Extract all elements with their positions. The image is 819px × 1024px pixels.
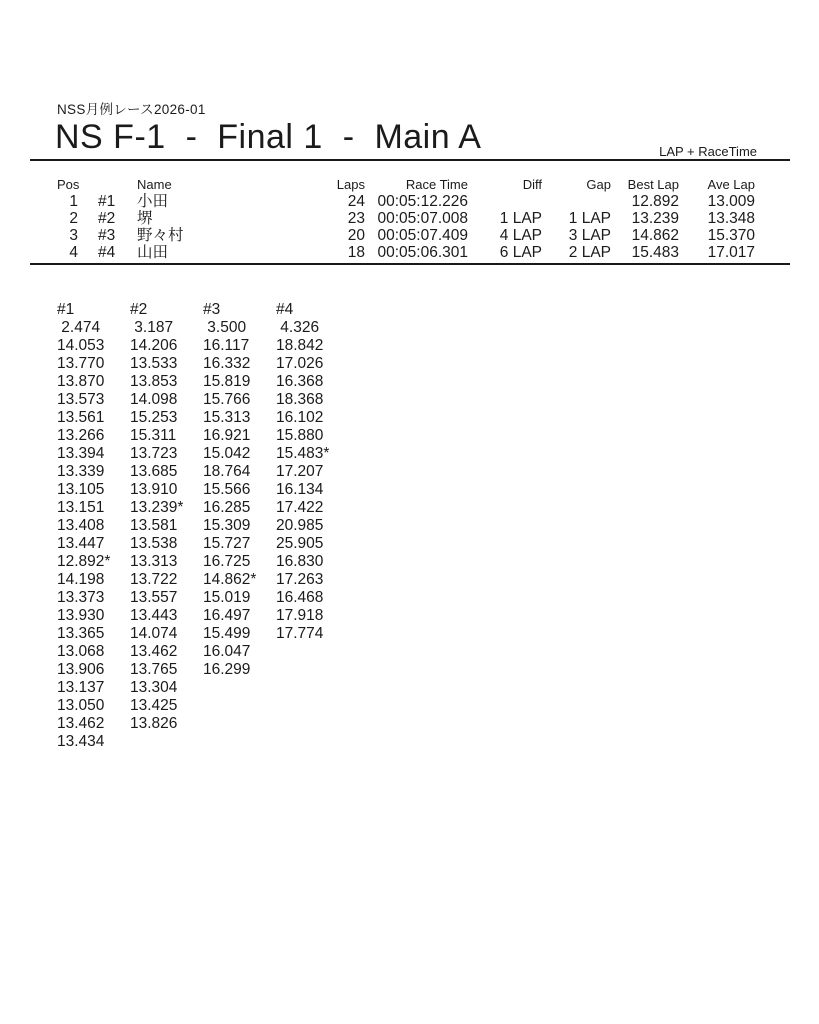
result-cell: 1 LAP — [568, 210, 611, 227]
results-column-header: Gap — [586, 177, 611, 192]
lap-time-cell: 13.443 — [130, 607, 178, 624]
lap-row — [57, 319, 349, 337]
result-cell: 15.483 — [631, 244, 679, 261]
result-cell: 18 — [347, 244, 365, 261]
lap-time-cell: 15.880 — [276, 427, 324, 444]
lap-time-cell: 17.422 — [276, 499, 324, 516]
result-cell: 14.862 — [631, 227, 679, 244]
lap-row — [57, 553, 349, 571]
timing-mode-label: LAP + RaceTime — [659, 144, 757, 159]
header-divider — [30, 159, 790, 161]
result-cell: #3 — [98, 227, 116, 244]
lap-time-cell: 16.299 — [203, 661, 251, 678]
lap-row — [57, 499, 349, 517]
lap-time-cell: 20.985 — [276, 517, 324, 534]
lap-time-cell: 13.266 — [57, 427, 105, 444]
results-column-header — [78, 176, 137, 193]
lap-time-cell: 13.313 — [130, 553, 178, 570]
lap-time-cell: 16.117 — [203, 337, 250, 354]
result-cell: 00:05:12.226 — [377, 193, 468, 210]
lap-row — [57, 517, 349, 535]
lap-time-cell — [276, 697, 349, 715]
lap-row — [57, 733, 349, 751]
result-cell: 00:05:06.301 — [377, 244, 468, 261]
lap-time-cell: 18.764 — [203, 463, 251, 480]
result-cell: 13.348 — [707, 210, 755, 227]
result-cell: 15.370 — [707, 227, 755, 244]
lap-column-header: #3 — [203, 301, 221, 318]
lap-time-cell: 14.198 — [57, 571, 105, 588]
lap-time-cell: 12.892* — [57, 553, 111, 570]
result-row — [30, 210, 755, 227]
lap-time-cell — [276, 715, 349, 733]
lap-time-cell: 13.853 — [130, 373, 178, 390]
lap-time-cell: 13.151 — [57, 499, 105, 516]
result-cell: 00:05:07.008 — [377, 210, 468, 227]
result-cell: 17.017 — [707, 244, 755, 261]
lap-time-cell: 15.309 — [203, 517, 251, 534]
results-column-header: Laps — [336, 177, 365, 192]
lap-time-cell: 16.830 — [276, 553, 324, 570]
lap-time-cell — [276, 643, 349, 661]
lap-time-cell: 13.906 — [57, 661, 105, 678]
lap-row — [57, 391, 349, 409]
lap-time-cell: 4.326 — [276, 319, 320, 336]
lap-time-cell: 16.368 — [276, 373, 324, 390]
results-table — [30, 176, 755, 261]
lap-time-cell: 13.930 — [57, 607, 105, 624]
lap-time-cell: 13.765 — [130, 661, 178, 678]
results-column-header: Best Lap — [627, 177, 679, 192]
result-row — [30, 193, 755, 210]
lap-time-cell: 13.557 — [130, 589, 178, 606]
lap-time-cell: 13.373 — [57, 589, 105, 606]
lap-time-cell: 13.462 — [57, 715, 105, 732]
lap-time-cell: 13.425 — [130, 697, 178, 714]
lap-time-cell: 16.921 — [203, 427, 251, 444]
result-row — [30, 244, 755, 261]
lap-time-cell: 14.074 — [130, 625, 178, 642]
result-cell: 13.239 — [631, 210, 679, 227]
lap-time-cell: 15.313 — [203, 409, 251, 426]
lap-time-cell: 13.870 — [57, 373, 105, 390]
lap-time-cell — [203, 733, 276, 751]
result-cell: 24 — [347, 193, 365, 210]
lap-times-table — [57, 301, 349, 751]
lap-time-cell: 13.538 — [130, 535, 178, 552]
lap-time-cell — [276, 679, 349, 697]
result-cell: #1 — [98, 193, 116, 210]
lap-time-cell: 13.573 — [57, 391, 105, 408]
lap-time-cell: 13.408 — [57, 517, 105, 534]
lap-time-cell: 13.447 — [57, 535, 105, 552]
lap-row — [57, 337, 349, 355]
lap-row — [57, 373, 349, 391]
lap-time-cell — [276, 661, 349, 679]
lap-time-cell: 15.819 — [203, 373, 251, 390]
result-cell — [542, 193, 611, 210]
lap-time-cell: 13.462 — [130, 643, 178, 660]
lap-time-cell: 13.239* — [130, 499, 184, 516]
result-cell: 6 LAP — [499, 244, 542, 261]
lap-time-cell: 13.533 — [130, 355, 178, 372]
lap-time-cell: 17.026 — [276, 355, 324, 372]
lap-time-cell: 13.910 — [130, 481, 178, 498]
race-title: NS F-1 - Final 1 - Main A — [55, 118, 482, 156]
lap-time-cell: 14.862* — [203, 571, 257, 588]
result-cell: 4 — [69, 244, 78, 261]
results-column-header: Race Time — [405, 177, 468, 192]
result-cell: 1 — [69, 193, 78, 210]
lap-row — [57, 481, 349, 499]
lap-time-cell: 15.483* — [276, 445, 330, 462]
lap-time-cell: 15.566 — [203, 481, 251, 498]
lap-row — [57, 535, 349, 553]
results-divider — [30, 263, 790, 265]
result-cell: 2 — [69, 210, 78, 227]
lap-row — [57, 661, 349, 679]
lap-time-cell: 16.134 — [276, 481, 324, 498]
result-cell: 1 LAP — [499, 210, 542, 227]
lap-time-cell: 15.019 — [203, 589, 251, 606]
results-column-header: Pos — [57, 177, 80, 192]
lap-row — [57, 697, 349, 715]
result-cell: 2 LAP — [568, 244, 611, 261]
results-header-row — [30, 176, 755, 193]
result-cell: 野々村 — [137, 227, 184, 244]
result-cell: #2 — [98, 210, 116, 227]
lap-time-cell: 15.253 — [130, 409, 178, 426]
lap-row — [57, 463, 349, 481]
lap-time-cell: 13.304 — [130, 679, 178, 696]
lap-time-cell: 18.368 — [276, 391, 324, 408]
event-title: NSS月例レース2026-01 — [57, 102, 206, 117]
lap-header-row — [57, 301, 349, 319]
lap-time-cell: 16.332 — [203, 355, 251, 372]
result-cell: 小田 — [137, 193, 169, 210]
lap-time-cell: 13.050 — [57, 697, 105, 714]
results-body — [30, 193, 755, 261]
results-column-header: Ave Lap — [707, 177, 755, 192]
result-cell: 13.009 — [707, 193, 755, 210]
result-cell — [468, 193, 542, 210]
lap-row — [57, 625, 349, 643]
lap-time-cell: 17.263 — [276, 571, 324, 588]
lap-time-cell: 16.047 — [203, 643, 251, 660]
lap-time-cell: 16.468 — [276, 589, 324, 606]
results-column-header: Diff — [522, 177, 542, 192]
lap-row — [57, 445, 349, 463]
result-cell: 山田 — [137, 244, 169, 261]
result-cell: 23 — [347, 210, 365, 227]
lap-row — [57, 679, 349, 697]
lap-time-cell: 13.770 — [57, 355, 105, 372]
lap-row — [57, 355, 349, 373]
result-cell: 3 — [69, 227, 78, 244]
lap-time-cell: 3.500 — [203, 319, 247, 336]
result-cell: #4 — [98, 244, 116, 261]
lap-time-cell: 13.339 — [57, 463, 105, 480]
lap-time-cell: 15.042 — [203, 445, 251, 462]
lap-time-cell: 13.561 — [57, 409, 105, 426]
result-cell: 堺 — [137, 210, 153, 227]
lap-time-cell: 16.102 — [276, 409, 324, 426]
lap-row — [57, 715, 349, 733]
lap-time-cell: 14.053 — [57, 337, 105, 354]
lap-time-cell: 14.098 — [130, 391, 178, 408]
results-column-header: Name — [137, 177, 172, 192]
lap-time-cell: 18.842 — [276, 337, 324, 354]
result-cell: 00:05:07.409 — [377, 227, 468, 244]
lap-time-cell: 13.722 — [130, 571, 178, 588]
lap-column-header: #1 — [57, 301, 75, 318]
lap-time-cell — [276, 733, 349, 751]
lap-time-cell: 16.285 — [203, 499, 251, 516]
lap-time-cell: 16.497 — [203, 607, 251, 624]
lap-time-cell: 13.137 — [57, 679, 105, 696]
lap-time-cell: 13.105 — [57, 481, 105, 498]
lap-row — [57, 589, 349, 607]
lap-time-cell: 25.905 — [276, 535, 324, 552]
lap-time-cell: 15.499 — [203, 625, 251, 642]
lap-row — [57, 571, 349, 589]
result-row — [30, 227, 755, 244]
lap-time-cell: 14.206 — [130, 337, 178, 354]
lap-time-cell: 13.434 — [57, 733, 105, 750]
lap-time-cell: 16.725 — [203, 553, 251, 570]
lap-time-cell — [203, 697, 276, 715]
result-cell: 4 LAP — [499, 227, 542, 244]
lap-column-header: #2 — [130, 301, 148, 318]
lap-time-cell: 13.394 — [57, 445, 105, 462]
result-cell: 3 LAP — [568, 227, 611, 244]
lap-row — [57, 427, 349, 445]
lap-time-cell: 15.766 — [203, 391, 251, 408]
lap-time-cell: 13.685 — [130, 463, 178, 480]
lap-time-cell: 15.311 — [130, 427, 177, 444]
lap-time-cell: 13.068 — [57, 643, 105, 660]
lap-time-cell: 3.187 — [130, 319, 174, 336]
lap-time-cell: 15.727 — [203, 535, 251, 552]
lap-row — [57, 607, 349, 625]
lap-time-cell: 13.365 — [57, 625, 105, 642]
lap-time-cell: 2.474 — [57, 319, 101, 336]
lap-time-cell — [130, 733, 203, 751]
result-cell: 12.892 — [631, 193, 679, 210]
lap-time-cell — [203, 679, 276, 697]
result-cell: 20 — [347, 227, 365, 244]
lap-time-cell: 13.581 — [130, 517, 178, 534]
lap-time-cell — [203, 715, 276, 733]
lap-time-cell: 17.918 — [276, 607, 324, 624]
lap-time-cell: 13.723 — [130, 445, 178, 462]
lap-times-body — [57, 319, 349, 751]
lap-time-cell: 17.774 — [276, 625, 324, 642]
lap-time-cell: 17.207 — [276, 463, 324, 480]
lap-row — [57, 643, 349, 661]
lap-column-header: #4 — [276, 301, 294, 318]
lap-row — [57, 409, 349, 427]
lap-time-cell: 13.826 — [130, 715, 178, 732]
